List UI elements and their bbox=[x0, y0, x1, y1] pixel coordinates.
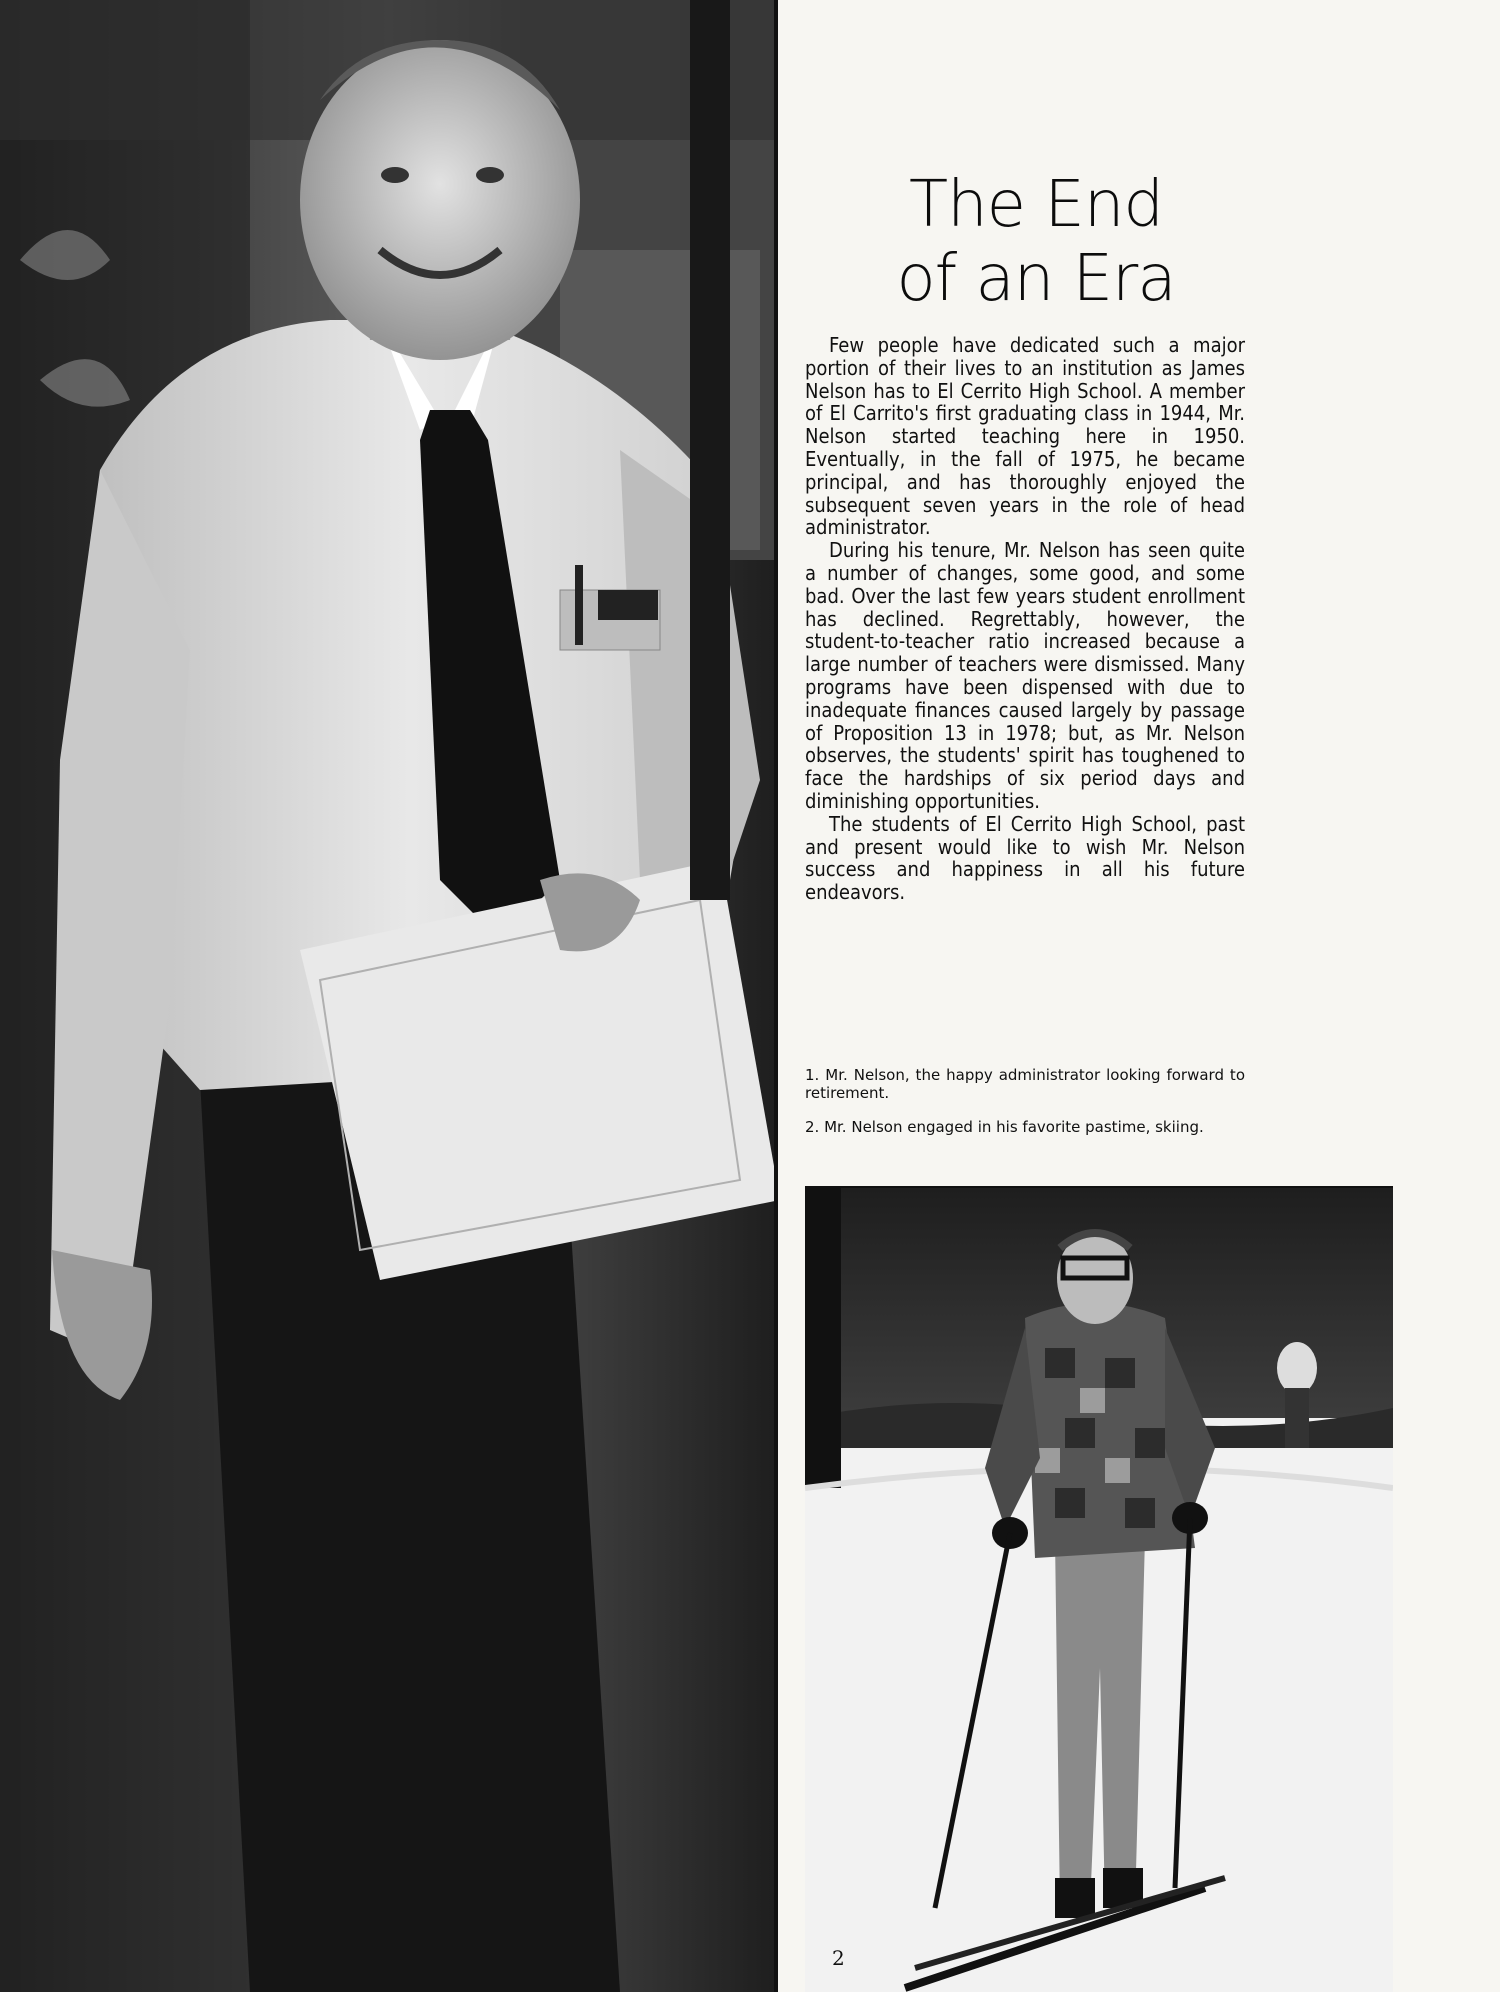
article-body bbox=[805, 334, 1245, 904]
page-number: 2 bbox=[832, 1946, 845, 1970]
skiing-photo-illustration bbox=[805, 1188, 1393, 1992]
skiing-photo bbox=[805, 1186, 1393, 1992]
paragraph-1: Few people have dedicated such a major portion of their lives to an institution as James Nelson has to El Cerrito High School. A member of El Carrito's first graduating class in 1944, Mr. Nelson started teaching here in 1950. Eventually, in the fall of 1975, he became principal, and has thoroughly enjoyed the subsequent seven years in the role of head administrator. bbox=[805, 333, 1245, 540]
title-line-2: of an Era bbox=[896, 242, 1176, 316]
paragraph-2: During his tenure, Mr. Nelson has seen quite a number of changes, some good, and some bad. Over the last few years student enrollment has declined. Regrettably, however, the student-to-teacher ratio increased because a large number of teachers were dismissed. Many programs have been dispensed with due to inadequate finances caused largely by passage of Proposition 13 in 1978; but, as Mr. Nelson observes, the students' spirit has toughened to face the hardships of six period days and diminishing opportunities. bbox=[805, 538, 1245, 813]
article-title bbox=[866, 168, 1206, 316]
photo-captions bbox=[805, 1066, 1245, 1152]
caption-2: 2. Mr. Nelson engaged in his favorite pastime, skiing. bbox=[805, 1118, 1204, 1136]
photo-edge bbox=[774, 0, 778, 1992]
caption-1: 1. Mr. Nelson, the happy administrator looking forward to retirement. bbox=[805, 1066, 1245, 1102]
paragraph-3: The students of El Cerrito High School, past and present would like to wish Mr. Nelson success and happiness in all his future endeavors. bbox=[805, 811, 1245, 905]
title-line-1: The End bbox=[909, 168, 1163, 242]
